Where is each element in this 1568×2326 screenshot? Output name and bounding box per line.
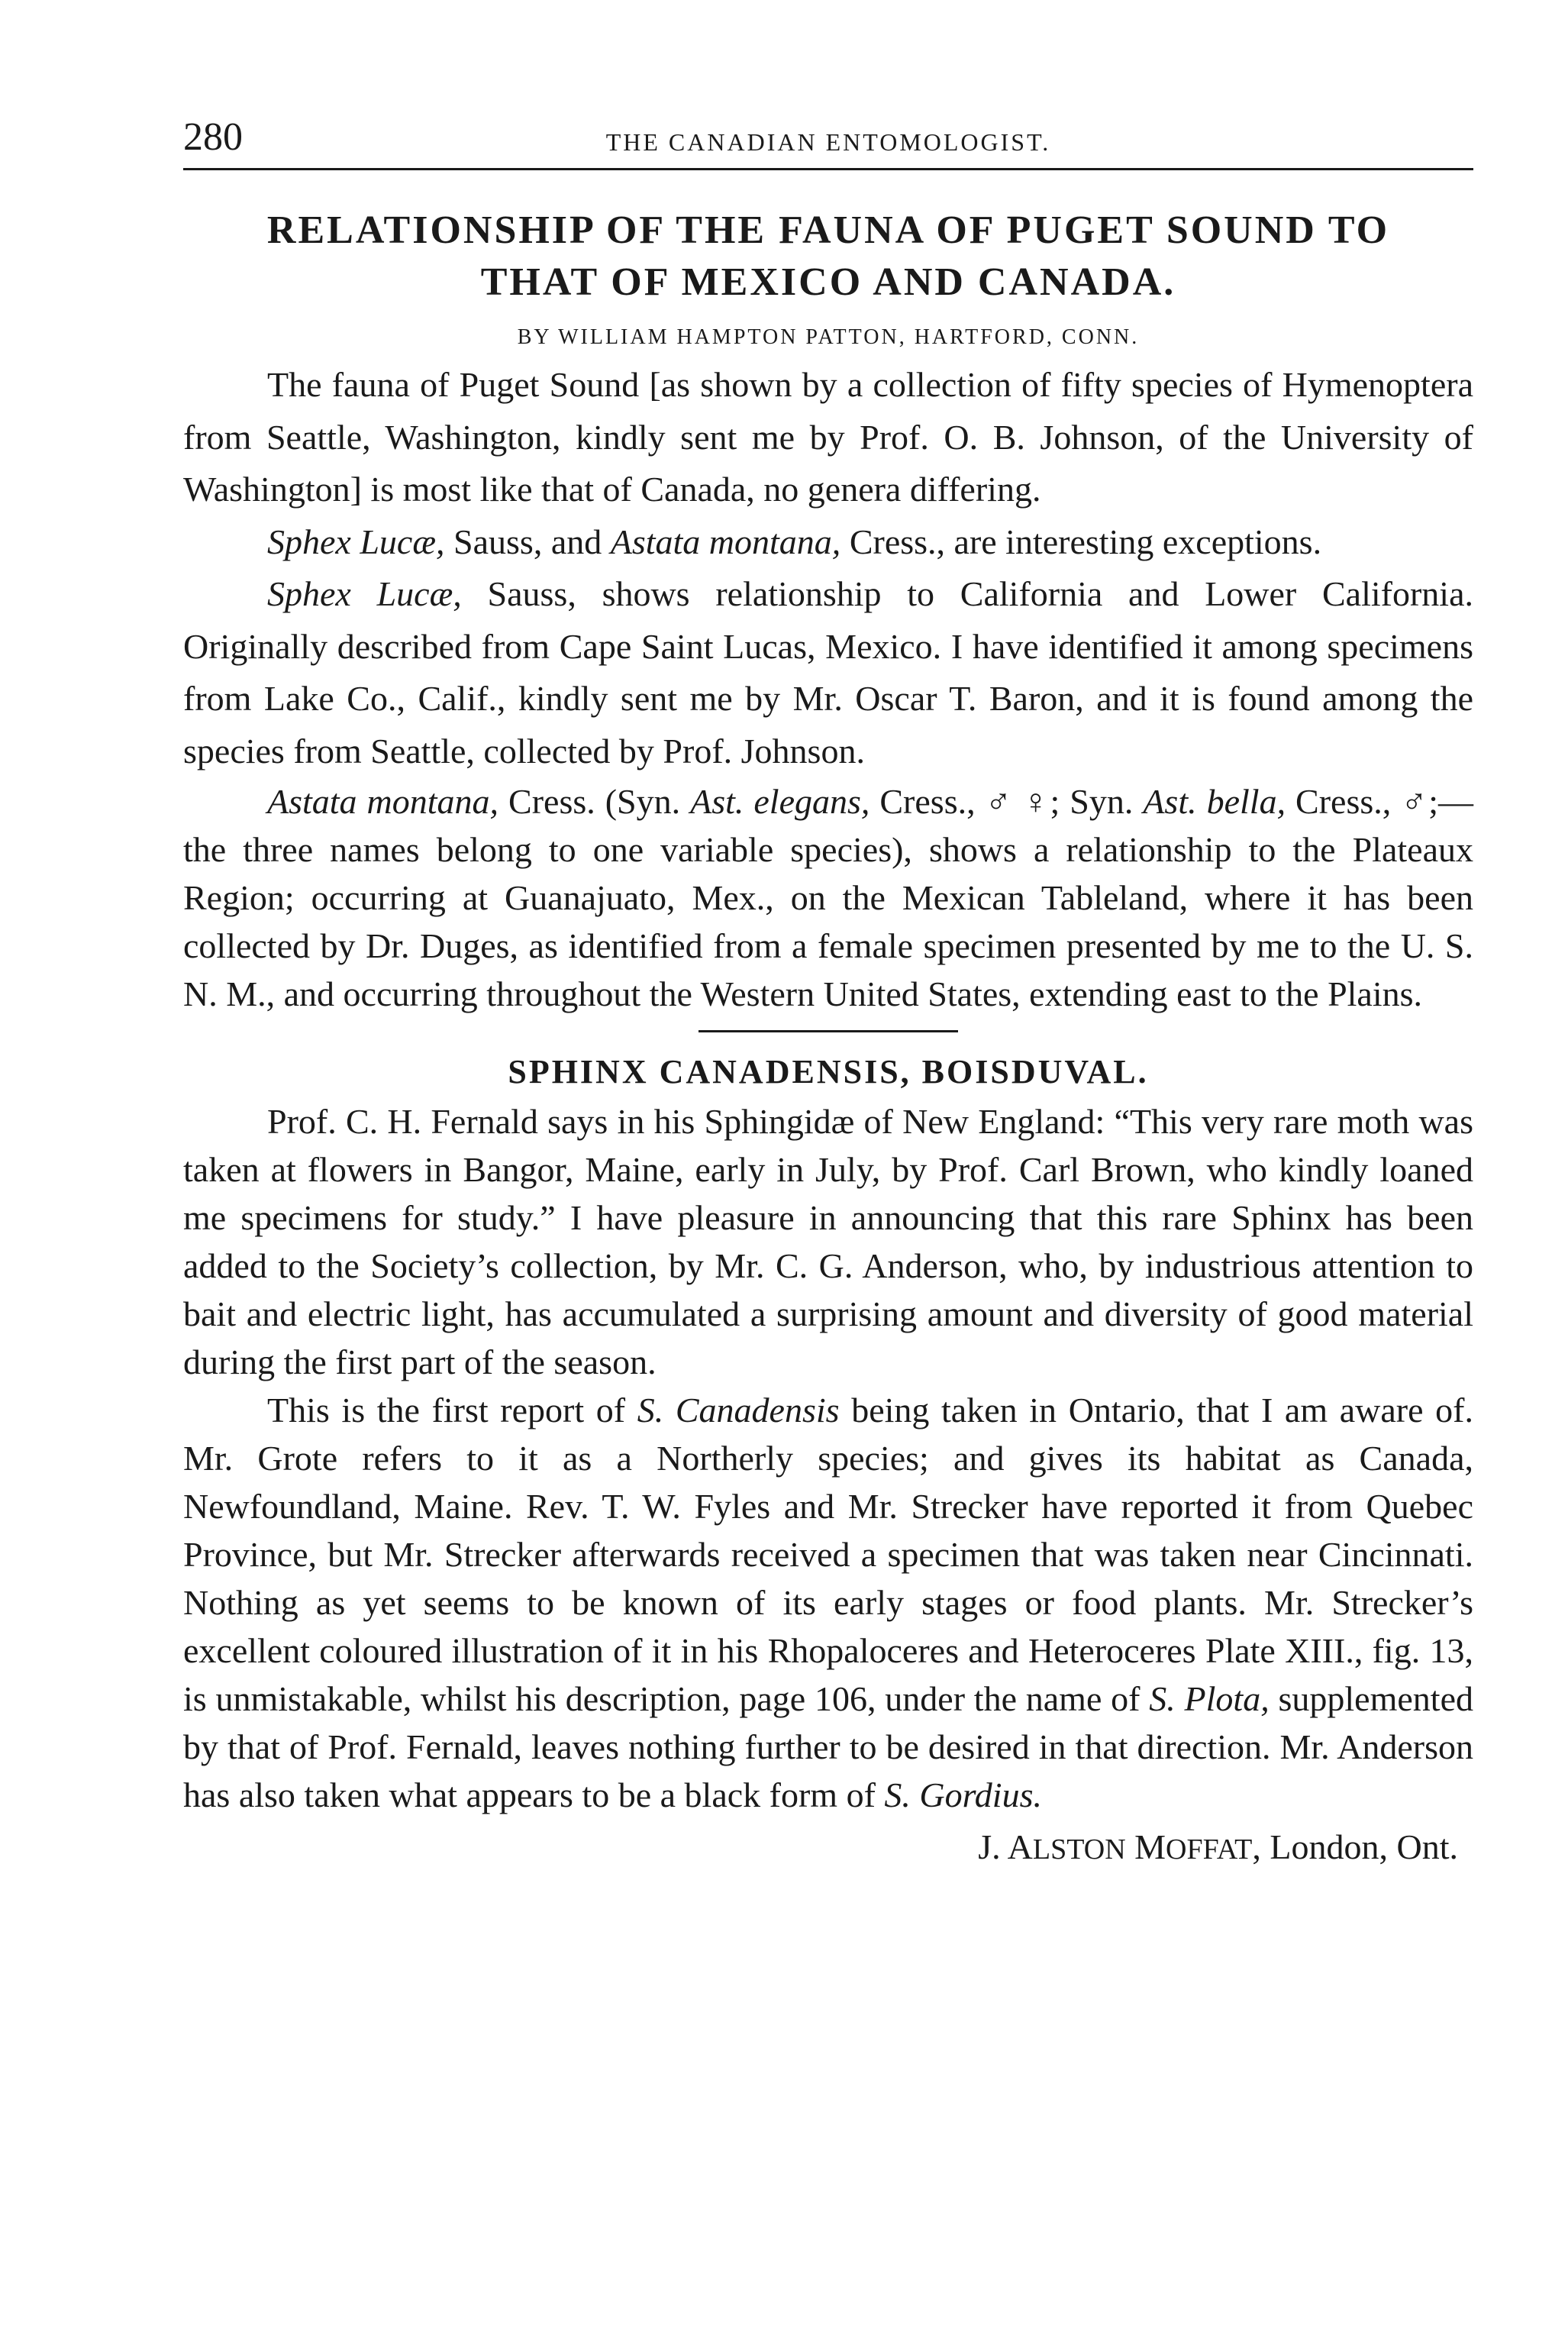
article-title-line-1: RELATIONSHIP OF THE FAUNA OF PUGET SOUND TO [266, 208, 1390, 252]
species-name: S. Canadensis [637, 1391, 840, 1430]
author-signature: J. ALSTON MOFFAT, London, Ont. [978, 1827, 1458, 1866]
paragraph-astata-montana: Astata montana, Cress. (Syn. Ast. elegans, Cress., ♂ ♀; Syn. Ast. bella, Cress., ♂;—the three names belong to one variable species), shows a relationship to the Plateaux Region; occurring at Guanajuato, Mex., on the Mexican Tableland, where it has been collected by Dr. Duges, as identified from a female specimen presented by me to the U. S. N. M., and occurring throughout the Western United States, extending east to the Plains. [183, 782, 1474, 1013]
species-name: Sphex Lucæ, [267, 574, 462, 613]
page-number: 280 [183, 115, 243, 159]
running-head [183, 115, 1473, 170]
species-name: Ast. elegans, [690, 782, 870, 821]
species-name: S. Gordius. [884, 1775, 1042, 1814]
species-name: Astata montana, [610, 522, 841, 561]
section-divider [699, 1030, 958, 1032]
species-name: Ast. bella, [1143, 782, 1286, 821]
species-name: Sphex Lucæ, [267, 522, 445, 561]
article-puget-sound [183, 205, 1473, 1018]
journal-title: THE CANADIAN ENTOMOLOGIST. [605, 128, 1051, 156]
paragraph-first-report: This is the first report of S. Canadensis being taken in Ontario, that I am aware of. Mr. Grote refers to it as a Northerly species; and gives its habitat as Canada, Newfoundland, Maine. Rev. T. W. Fyles and Mr. Strecker have reported it from Quebec Province, but Mr. Strecker afterwards received a specimen that was taken near Cincinnati. Nothing as yet seems to be known of its early stages or food plants. Mr. Strecker’s excellent coloured illustration of it in his Rhopaloceres and Heteroceres Plate XIII., fig. 13, is unmistakable, whilst his description, page 106, under the name of S. Plota, supplemented by that of Prof. Fernald, leaves nothing further to be desired in that direction. Mr. Anderson has also taken what appears to be a black form of S. Gordius. [183, 1391, 1473, 1814]
species-name: Astata montana, [267, 782, 499, 821]
article-title-line-2: THAT OF MEXICO AND CANADA. [480, 260, 1176, 304]
article-byline: BY WILLIAM HAMPTON PATTON, HARTFORD, CONN. [517, 325, 1140, 349]
article-sphinx-canadensis [183, 1052, 1473, 1867]
paragraph-intro: The fauna of Puget Sound [as shown by a collection of fifty species of Hymenoptera from Seattle, Washington, kindly sent me by Prof. O. B. Johnson, of the University of Washington] is most like that of Canada, no genera differing. [183, 365, 1473, 509]
species-name: S. Plota, [1149, 1679, 1270, 1718]
paragraph-fernald-quote: Prof. C. H. Fernald says in his Sphingidæ of New England: “This very rare moth was taken at flowers in Bangor, Maine, early in July, by Prof. Carl Brown, who kindly loaned me specimens for study.” I have pleasure in announcing that this rare Sphinx has been added to the Society’s collection, by Mr. C. G. Anderson, who, by industrious attention to bait and electric light, has accumulated a surprising amount and diversity of good material during the first part of the season. [183, 1102, 1473, 1381]
paragraph-exceptions: Sphex Lucæ, Sauss, and Astata montana, Cress., are interesting exceptions. [267, 522, 1322, 561]
journal-page [183, 115, 1473, 1867]
paragraph-sphex-lucae: Sphex Lucæ, Sauss, shows relationship to California and Lower California. Originally described from Cape Saint Lucas, Mexico. I have identified it among specimens from Lake Co., Calif., kindly sent me by Mr. Oscar T. Baron, and it is found among the species from Seattle, collected by Prof. Johnson. [183, 574, 1473, 770]
section-title: SPHINX CANADENSIS, BOISDUVAL. [508, 1053, 1149, 1090]
article-title [183, 205, 1473, 309]
